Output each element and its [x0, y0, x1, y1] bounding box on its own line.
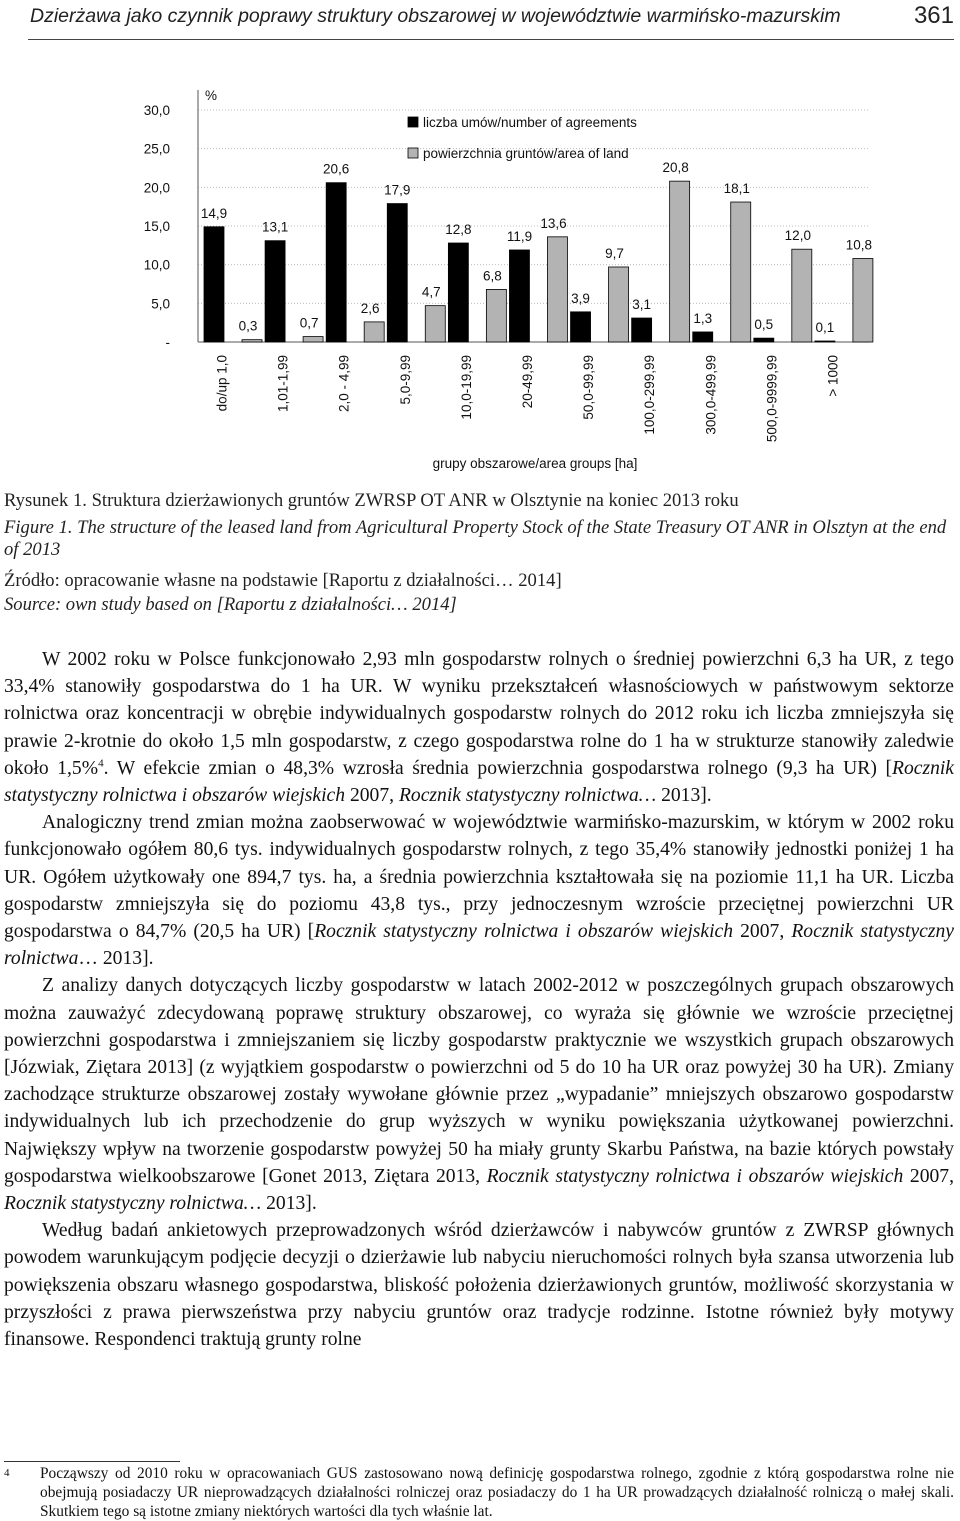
footnote-number: 4 — [4, 1467, 10, 1479]
y-tick-label: 30,0 — [143, 103, 170, 118]
paragraph-2: Analogiczny trend zmian można zaobserwować w województwie warmińsko-mazurskim, w którym w 2002 roku funkcjonowało ogółem 80,6 tys. indywidualnych gospodarstw rolnych, z tego 35,4% stanowiły jednostki poniżej 1 ha UR. Ogółem użytkowały one 894,7 tys. ha, a średnia powierzchnia kształtowała się na poziomie 11,1 ha UR. Liczba gospodarstw zmniejszyła się do poziomu 43,8 tys., przy jednoczesnym wzroście przeciętnej powierzchni UR gospodarstwa o 84,7% (20,5 ha UR) [Rocznik statystyczny rolnictwa i obszarów wiejskich 2007, Rocznik statystyczny rolnictwa… 2013]. — [4, 812, 955, 970]
data-label: 20,8 — [662, 160, 689, 176]
data-label: 0,1 — [815, 320, 835, 335]
y-tick-label: 10,0 — [143, 257, 170, 273]
bar — [387, 204, 407, 342]
paragraph-1: W 2002 roku w Polsce funkcjonowało 2,93 mln gospodarstw rolnych o średniej powierzchni 6,3 ha UR, z tego 33,4% stanowiły gospodarstwa do 1 ha UR. W wyniku przekształceń własnościowych w państwowym sektorze rolnictwa oraz koncentracji w obrębie indywidualnych gospodarstw rolnych do 2012 roku ich liczba zmniejszyła się prawie 2-krotnie do około 1,5 mln gospodarstw, z czego gospodarstwa rolne do 1 ha w strukturze stanowiły zaledwie około 1,5%$^4$. W efekcie zmian o 48,3% wzrosła średnia powierzchnia gospodarstwa rolnego (9,3 ha UR) [Rocznik statystyczny rolnictwa i obszarów wiejskich 2007, Rocznik statystyczny rolnictwa… 2013]. — [4, 649, 955, 807]
bar — [670, 181, 690, 342]
data-label: 4,7 — [421, 284, 441, 300]
data-label: 6,8 — [482, 268, 502, 284]
data-label: 17,9 — [384, 182, 411, 198]
bar — [731, 202, 751, 342]
data-label: 12,8 — [445, 222, 472, 238]
footnote-rule — [4, 1461, 180, 1462]
footnote — [4, 1464, 954, 1521]
paragraph-3: Z analizy danych dotyczących liczby gospodarstw w latach 2002-2012 w poszczególnych grupach obszarowych można zauważyć zdecydowaną poprawę struktury obszarowej, co wyraża się głównie we wzroście przeciętnej powierzchni gospodarstwa i zmniejszaniem się liczby gospodarstw praktycznie we wszystkich grupach obszarowych [Józwiak, Ziętara 2013] (z wyjątkiem gospodarstw o powierzchni od 5 do 10 ha UR oraz powyżej 30 ha UR). Zmiany zachodzące strukturze obszarowej zostały wywołane głównie przez „wypadanie” mniejszych obszarowo gospodarstw indywidualnych lub ich przechodzenie do grup wyższych w wyniku powiększania użytkowanej powierzchni. Największy wpływ na tworzenie gospodarstw powyżej 50 ha miały grunty Skarbu Państwa, na bazie których powstały gospodarstwa wielkoobszarowe [Gonet 2013, Ziętara 2013, Rocznik statystyczny rolnictwa i obszarów wiejskich 2007, Rocznik statystyczny rolnictwa… 2013]. — [4, 975, 954, 1215]
page-number: 361 — [913, 2, 954, 29]
legend-label: powierzchnia gruntów/area of land — [423, 146, 629, 161]
bar — [364, 322, 384, 342]
bar — [571, 312, 591, 342]
bar — [265, 241, 285, 342]
data-label: 14,9 — [200, 205, 228, 221]
y-tick-label: 15,0 — [143, 219, 170, 234]
figure-caption-pl: Rysunek 1. Struktura dzierżawionych gruntów ZWRSP OT ANR w Olsztynie na koniec 2013 roku — [4, 490, 739, 511]
category-label: 50,0-99,99 — [581, 355, 597, 420]
bar — [792, 249, 812, 342]
data-label: 1,3 — [693, 310, 713, 326]
category-label: do/up 1,0 — [214, 355, 230, 412]
bar — [486, 289, 506, 342]
category-label: 100,0-299,99 — [642, 355, 658, 435]
bar — [242, 340, 262, 342]
y-tick-label: - — [165, 335, 170, 350]
data-label: 20,6 — [323, 161, 350, 177]
bar — [609, 267, 629, 342]
bar — [754, 338, 774, 342]
bar — [509, 250, 529, 342]
legend-label: liczba umów/number of agreements — [423, 115, 637, 130]
legend-swatch — [408, 117, 418, 127]
data-label: 3,1 — [632, 297, 652, 313]
data-label: 2,6 — [360, 300, 380, 316]
data-label: 0,3 — [238, 318, 258, 334]
y-tick-label: 5,0 — [151, 296, 170, 312]
category-label: 300,0-499,99 — [703, 355, 719, 435]
category-label: 1,01-1,99 — [275, 355, 291, 413]
y-tick-label: 25,0 — [143, 141, 170, 157]
running-title: Dzierżawa jako czynnik poprawy struktury obszarowej w województwie warmińsko-mazurskim — [30, 5, 841, 27]
data-label: 3,9 — [571, 290, 590, 306]
y-unit-label: % — [205, 88, 218, 103]
bar — [693, 332, 713, 342]
bar — [448, 243, 468, 342]
category-label: 500,0-9999,99 — [764, 355, 780, 443]
data-label: 9,7 — [605, 245, 624, 261]
y-tick-label: 20,0 — [143, 180, 170, 196]
category-label: 10,0-19,99 — [458, 354, 474, 420]
bar — [204, 227, 224, 342]
data-label: 11,9 — [506, 228, 533, 244]
source-note-pl: Źródło: opracowanie własne na podstawie [Raportu z działalności… 2014] — [4, 570, 562, 591]
footnote-ref: 4 — [98, 757, 104, 770]
bar — [547, 237, 567, 342]
category-label: 20-49,99 — [520, 355, 535, 409]
bar — [853, 258, 873, 342]
running-header — [28, 2, 954, 40]
bar — [326, 183, 346, 342]
bar — [303, 337, 323, 342]
bar — [815, 341, 835, 342]
x-axis-title: grupy obszarowe/area groups [ha] — [432, 456, 638, 471]
legend-swatch — [408, 148, 418, 158]
data-label: 10,8 — [845, 237, 873, 253]
body-text — [4, 646, 954, 1353]
category-label: 5,0-9,99 — [397, 355, 413, 405]
category-label: 2,0 - 4,99 — [336, 355, 352, 413]
source-note-en: Source: own study based on [Raportu z działalności… 2014] — [4, 594, 457, 615]
figure-caption-en: Figure 1. The structure of the leased land from Agricultural Property Stock of the State Treasury OT ANR in Olsztyn at the end of 2013 — [4, 517, 947, 560]
footnote-text: Począwszy od 2010 roku w opracowaniach GUS zastosowano nową definicję gospodarstwa rolnego, zgodnie z którą gospodarstwa rolne nie obejmują posiadaczy UR nieprowadzących działalności rolniczej oraz posiadaczy do 1 ha UR prowadzących działalność rolniczą o małej skali. Skutkiem tego są istotne zmiany niektórych wartości dla tych właśnie lat. — [40, 1465, 954, 1520]
category-label: > 1000 — [825, 355, 841, 397]
data-label: 0,5 — [754, 317, 774, 333]
bar — [425, 306, 445, 342]
data-label: 18,1 — [723, 181, 750, 197]
data-label: 13,6 — [540, 215, 567, 231]
bar — [632, 318, 652, 342]
bar-chart — [0, 60, 960, 480]
paragraph-4: Według badań ankietowych przeprowadzonych wśród dzierżawców i nabywców gruntów z ZWRSP głównych powodem warunkującym podjęcie decyzji o dzierżawie lub nabyciu nieruchomości rolnych była szansa utworzenia lub powiększenia obszaru własnego gospodarstwa, bliskość położenia dzierżawionych gruntów, możliwość skorzystania w przyszłości z prawa pierwszeństwa przy nabyciu gruntów oraz tradycje rodzinne. Istotne również były motywy finansowe. Respondenci traktują grunty rolne — [4, 1220, 954, 1351]
data-label: 13,1 — [261, 219, 289, 235]
data-label: 12,0 — [784, 228, 811, 244]
data-label: 0,7 — [299, 315, 319, 331]
